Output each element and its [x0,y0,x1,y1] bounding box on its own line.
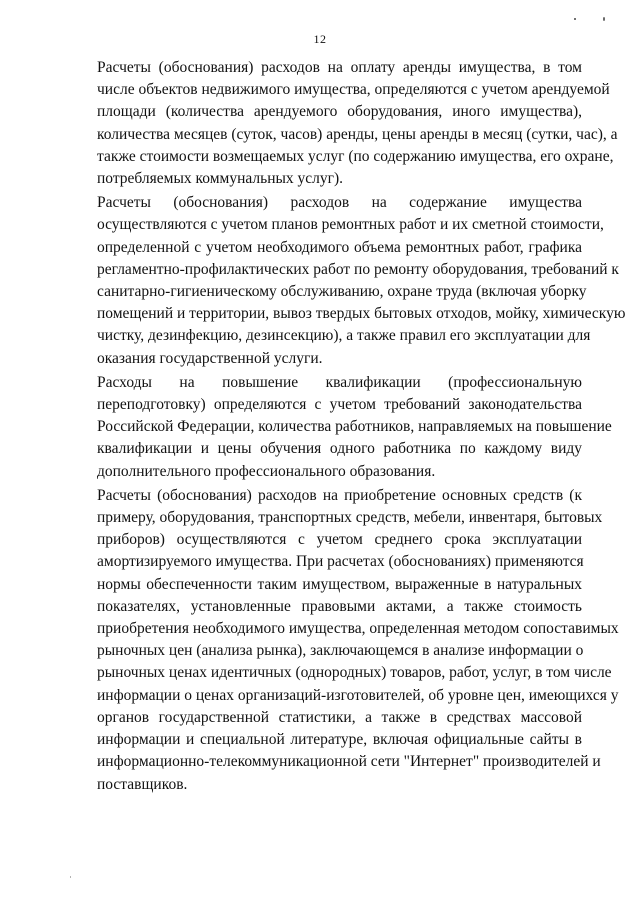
paragraph-maintenance-expenses [64,192,626,370]
document-body [64,57,626,796]
text-line: Расчеты (обоснования) расходов на приобретение основных средств (к [97,486,582,504]
text-line: поставщиков. [97,775,188,793]
text-line: информации и специальной литературе, включая официальные сайты в [97,731,582,749]
text-line: количества месяцев (суток, часов) аренды, цены аренды в месяц (сутки, час), а [97,125,618,143]
text-line: нормы обеспеченности таким имуществом, выраженные в натуральных [97,575,582,593]
text-line: рыночных ценах идентичных (однородных) товаров, работ, услуг, в том числе [97,664,612,682]
text-line: санитарно-гигиеническому обслуживанию, охране труда (включая уборку [97,283,587,301]
paragraph-training-expenses [64,372,612,483]
text-line: примеру, оборудования, транспортных средств, мебели, инвентаря, бытовых [97,509,603,527]
text-line: Расходы на повышение квалификации (профессиональную [97,373,582,391]
scan-speck [574,18,576,20]
scan-speck [70,876,71,878]
text-line: Расчеты (обоснования) расходов на оплату аренды имущества, в том [97,59,582,76]
text-line: определенной с учетом необходимого объема ремонтных работ, графика [97,238,582,256]
text-line: органов государственной статистики, а также в средствах массовой [97,708,582,726]
text-line: показателях, установленные правовыми актами, а также стоимость [97,597,582,615]
paragraph-fixed-assets-expenses [64,485,619,796]
text-line: дополнительного профессионального образования. [97,462,436,480]
text-line: потребляемых коммунальных услуг). [97,170,344,188]
text-line: информации о ценах организаций-изготовителей, об уровне цен, имеющихся у [97,686,619,704]
text-line: также стоимости возмещаемых услуг (по содержанию имущества, его охране, [97,147,614,165]
text-line: осуществляются с учетом планов ремонтных работ и их сметной стоимости, [97,216,604,234]
page-number: 12 [313,32,327,46]
text-line: Расчеты (обоснования) расходов на содержание имущества [97,194,582,212]
text-line: Российской Федерации, количества работников, направляемых на повышение [97,418,612,436]
scan-speck [603,17,605,21]
text-line: оказания государственной услуги. [97,349,323,367]
text-line: приобретения необходимого имущества, определенная методом сопоставимых [97,620,619,638]
text-line: квалификации и цены обучения одного работника по каждому виду [97,440,582,458]
text-line: чистку, дезинфекцию, дезинсекцию), а также правил его эксплуатации для [97,327,591,345]
text-line: площади (количества арендуемого оборудования, иного имущества), [97,103,582,121]
text-line: приборов) осуществляются с учетом среднего срока эксплуатации [97,531,582,549]
text-line: переподготовку) определяются с учетом требований законодательства [97,396,582,414]
paragraph-rent-expenses [64,57,618,190]
text-line: числе объектов недвижимого имущества, определяются с учетом арендуемой [97,81,610,99]
text-line: рыночных цен (анализа рынка), заключающемся в анализе информации о [97,642,584,660]
text-line: регламентно-профилактических работ по ремонту оборудования, требований к [97,260,619,278]
text-line: амортизируемого имущества. При расчетах (обоснованиях) применяются [97,553,584,571]
text-line: помещений и территории, вывоз твердых бытовых отходов, мойку, химическую [97,305,626,323]
text-line: информационно-телекоммуникационной сети "Интернет" производителей и [97,753,601,771]
